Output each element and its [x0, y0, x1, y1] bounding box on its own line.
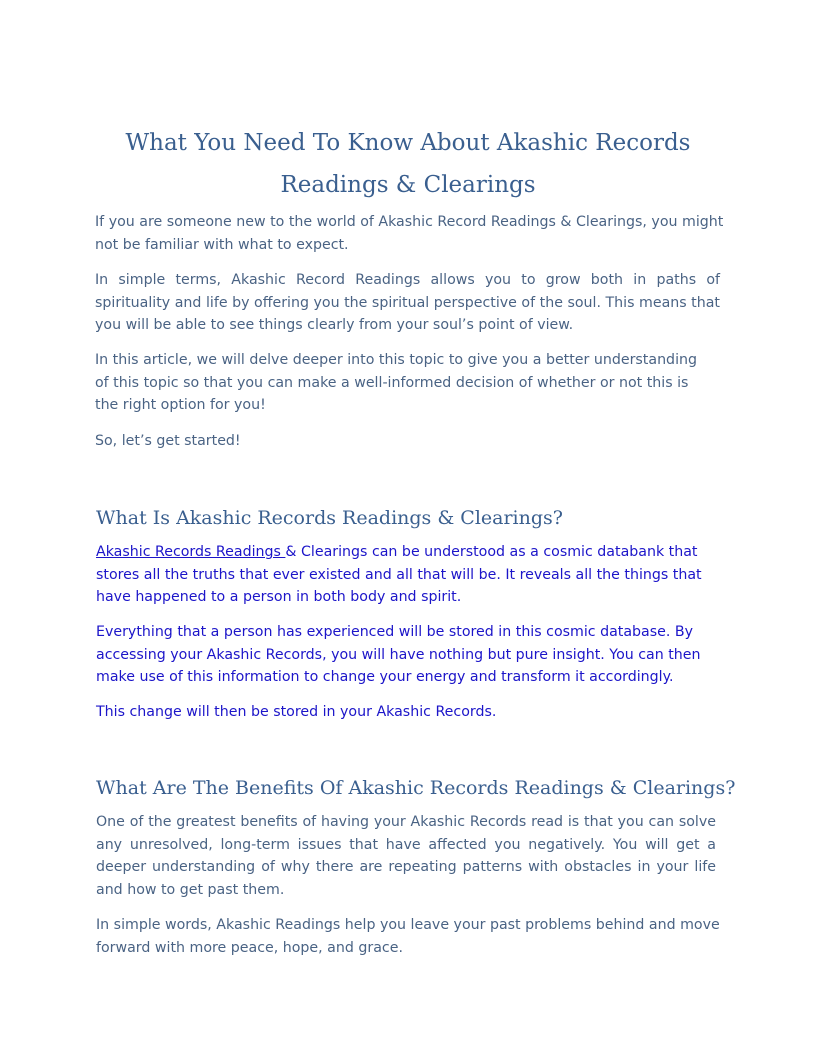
section1-paragraph-1-text: & Clearings can be understood as a cosmic databank that stores all the truths that ever existed and all that will be. It reveals all the things that have happened to a person in both body and spirit. [96, 544, 702, 605]
section1-paragraph-2: Everything that a person has experienced will be stored in this cosmic database. By accessing your Akashic Records, you will have nothing but pure insight. You can then make use of this information to change your energy and transform it accordingly. [96, 624, 701, 685]
section1-paragraph-3: This change will then be stored in your Akashic Records. [96, 704, 497, 720]
intro-paragraph-3: In this article, we will delve deeper into this topic to give you a better understanding of this topic so that you can make a well-informed decision of whether or not this is the right option for you! [95, 352, 698, 413]
section-heading-benefits: What Are The Benefits Of Akashic Records Readings & Clearings? [96, 777, 736, 799]
section2-paragraph-2: In simple words, Akashic Readings help you leave your past problems behind and move forward with more peace, hope, and grace. [96, 917, 720, 956]
intro-paragraph-2: In simple terms, Akashic Record Readings allows you to grow both in paths of spirituality and life by offering you the spiritual perspective of the soul. This means that you will be able to see things clearly from your soul’s point of view. [95, 272, 720, 333]
section1-paragraph-1 [96, 541, 718, 609]
document-title: What You Need To Know About Akashic Records Readings & Clearings [125, 130, 691, 198]
intro-paragraph-1: If you are someone new to the world of Akashic Record Readings & Clearings, you might not be familiar with what to expect. [95, 214, 724, 253]
section-heading-what-is: What Is Akashic Records Readings & Clearings? [96, 507, 563, 529]
section2-paragraph-1: One of the greatest benefits of having your Akashic Records read is that you can solve any unresolved, long-term issues that have affected you negatively. You will get a deeper understanding of why there are repeating patterns with obstacles in your life and how to get past them. [96, 814, 716, 898]
akashic-records-readings-link[interactable]: Akashic Records Readings [96, 544, 286, 560]
intro-paragraph-4: So, let’s get started! [95, 433, 241, 449]
